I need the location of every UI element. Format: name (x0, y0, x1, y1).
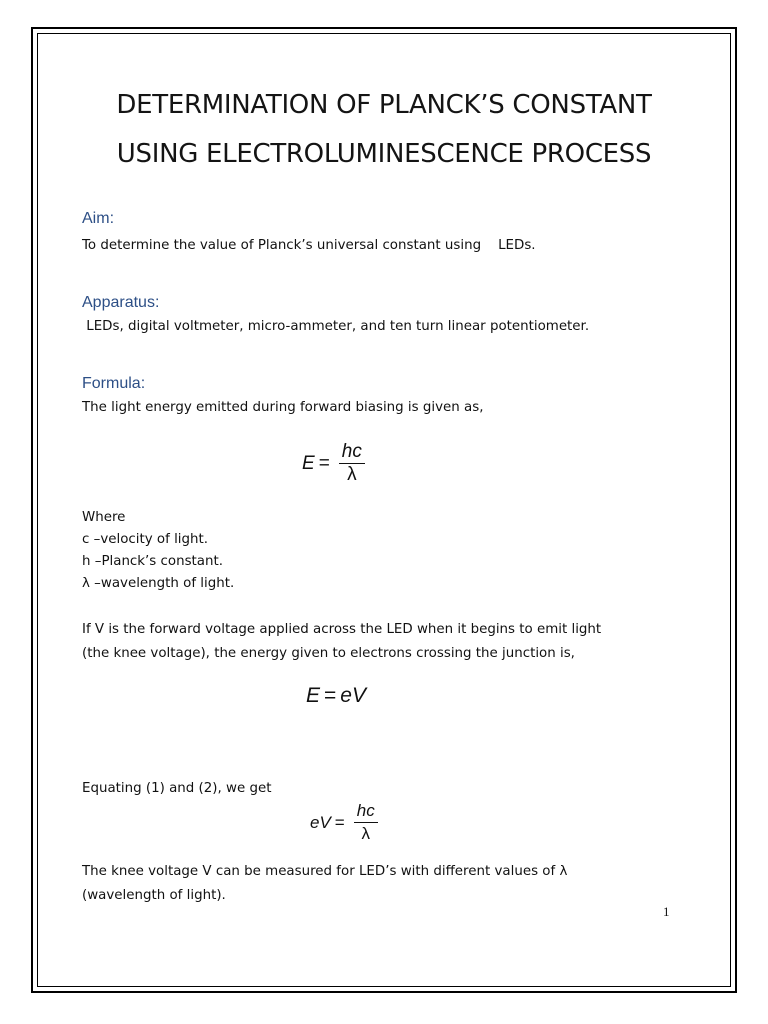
equation-energy-wavelength (302, 442, 365, 486)
aim-heading (82, 210, 114, 228)
where-label: Where (82, 510, 126, 525)
eq1-numerator: hc (339, 442, 365, 464)
eq3-lhs: eV (310, 813, 331, 832)
eq2-equals: = (324, 684, 337, 707)
definition-h: h –Planck’s constant. (82, 554, 224, 569)
apparatus-heading-colon: : (154, 294, 160, 311)
aim-heading-colon: : (109, 210, 115, 227)
document-title-line-2: USING ELECTROLUMINESCENCE PROCESS (116, 139, 652, 169)
knee-voltage-paragraph-line-2: (the knee voltage), the energy given to electrons crossing the junction is, (82, 646, 575, 661)
apparatus-heading-label: Apparatus (82, 294, 155, 311)
eq1-lhs: E (302, 453, 315, 474)
aim-text: To determine the value of Planck’s universal constant using LEDs. (82, 238, 536, 253)
page-border-inner (37, 33, 731, 987)
aim-heading-label: Aim (82, 210, 110, 227)
eq1-denominator: λ (347, 464, 357, 485)
eq1-equals: = (318, 453, 330, 474)
apparatus-heading (82, 294, 159, 312)
knee-voltage-measure-line-1: The knee voltage V can be measured for LED’s with different values of λ (82, 864, 568, 879)
page-number: 1 (663, 904, 670, 919)
eq3-denominator: λ (361, 824, 370, 843)
formula-heading-colon: : (140, 375, 146, 392)
equation-energy-voltage (306, 684, 366, 708)
eq1-fraction (339, 442, 365, 486)
eq2-rhs: eV (340, 684, 366, 707)
formula-intro-text: The light energy emitted during forward biasing is given as, (82, 400, 484, 415)
document-title-line-1: DETERMINATION OF PLANCK’S CONSTANT (116, 90, 652, 120)
definition-c: c –velocity of light. (82, 532, 209, 547)
eq3-equals: = (334, 813, 345, 832)
formula-heading (82, 375, 145, 393)
apparatus-text: LEDs, digital voltmeter, micro-ammeter, and ten turn linear potentiometer. (82, 319, 590, 334)
eq3-numerator: hc (354, 801, 378, 823)
eq3-fraction (354, 801, 378, 845)
definition-lambda: λ –wavelength of light. (82, 576, 235, 591)
knee-voltage-measure-line-2: (wavelength of light). (82, 888, 226, 903)
formula-heading-label: Formula (82, 375, 141, 392)
knee-voltage-paragraph-line-1: If V is the forward voltage applied across the LED when it begins to emit light (82, 622, 602, 637)
equating-text: Equating (1) and (2), we get (82, 781, 272, 796)
equation-ev-wavelength (310, 801, 378, 845)
eq2-lhs: E (306, 684, 321, 707)
